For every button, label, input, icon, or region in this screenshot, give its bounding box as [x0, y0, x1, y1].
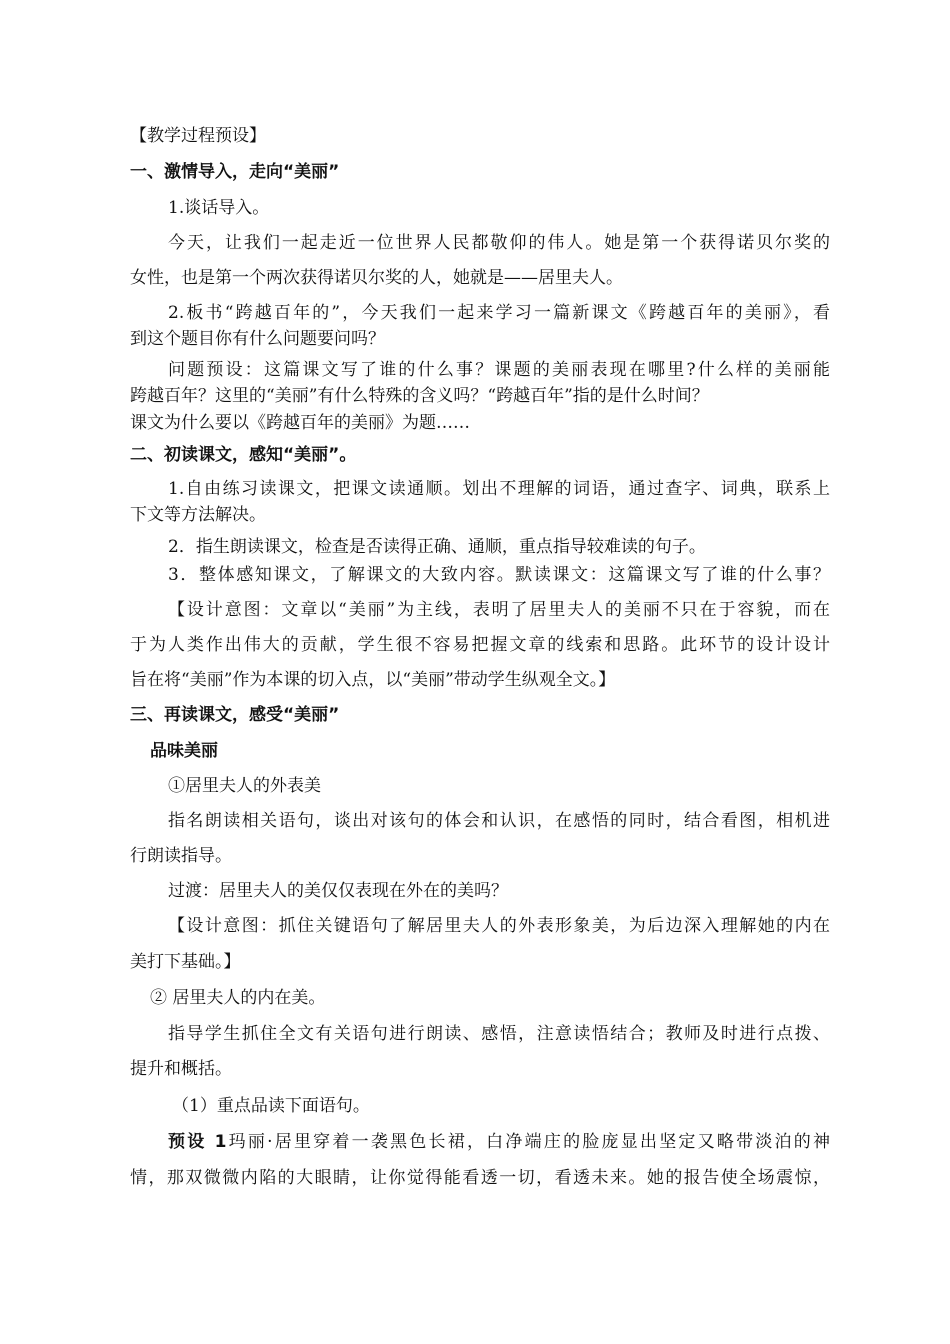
design-intent-line: 于为人类作出伟大的贡献，学生很不容易把握文章的线索和思路。此环节的设计设计: [130, 635, 830, 655]
section-3-subtitle: 品味美丽: [150, 741, 218, 761]
paragraph-line: 过渡：居里夫人的美仅仅表现在外在的美吗？: [168, 881, 508, 901]
paragraph-line: 女性，也是第一个两次获得诺贝尔奖的人，她就是——居里夫人。: [130, 268, 623, 288]
section-1-title: 一、激情导入，走向“美丽”: [130, 162, 340, 182]
preset-label: 预设 1: [168, 1132, 227, 1152]
paragraph-line: ①居里夫人的外表美: [168, 776, 321, 796]
paragraph-line: 到这个题目你有什么问题要问吗？: [130, 329, 385, 349]
paragraph-line: 指名朗读相关语句，谈出对该句的体会和认识，在感悟的同时，结合看图，相机进: [168, 811, 830, 831]
paragraph-line: 提升和概括。: [130, 1059, 232, 1079]
section-3-title: 三、再读课文，感受“美丽”: [130, 705, 340, 725]
paragraph-line: 课文为什么要以《跨越百年的美丽》为题……: [130, 413, 470, 433]
paragraph-line: 问题预设：这篇课文写了谁的什么事？课题的美丽表现在哪里?什么样的美丽能: [168, 360, 830, 380]
paragraph-line: 跨越百年？这里的“美丽”有什么特殊的含义吗？“跨越百年”指的是什么时间？: [130, 386, 709, 406]
design-intent-line: 旨在将“美丽”作为本课的切入点，以“美丽”带动学生纵观全文。】: [130, 670, 616, 690]
paragraph-line: 2.板书“跨越百年的”，今天我们一起来学习一篇新课文《跨越百年的美丽》，看: [168, 303, 830, 323]
paragraph-line: 行朗读指导。: [130, 846, 232, 866]
design-intent-line: 【设计意图：抓住关键语句了解居里夫人的外表形象美，为后边深入理解她的内在: [168, 916, 830, 936]
preset-1-line: 情，那双微微内陷的大眼睛，让你觉得能看透一切，看透未来。她的报告使全场震惊，: [130, 1168, 830, 1188]
preset-1-line: [168, 1130, 830, 1154]
paragraph-line: 1.谈话导入。: [168, 198, 270, 218]
paragraph-line: 今天，让我们一起走近一位世界人民都敬仰的伟人。她是第一个获得诺贝尔奖的: [168, 233, 830, 253]
design-intent-line: 美打下基础。】: [130, 952, 241, 972]
preset-text: 玛丽·居里穿着一袭黑色长裙，白净端庄的脸庞显出坚定又略带淡泊的神: [226, 1132, 830, 1152]
design-intent-line: 【设计意图：文章以“美丽”为主线，表明了居里夫人的美丽不只在于容貌，而在: [168, 600, 830, 620]
paragraph-line: 3．整体感知课文，了解课文的大致内容。默读课文：这篇课文写了谁的什么事？: [168, 565, 830, 585]
paragraph-line: 指导学生抓住全文有关语句进行朗读、感悟，注意读悟结合；教师及时进行点拨、: [168, 1024, 830, 1044]
paragraph-line: ② 居里夫人的内在美。: [150, 988, 326, 1008]
paragraph-line: （1）重点品读下面语句。: [172, 1096, 370, 1116]
paragraph-line: 1.自由练习读课文，把课文读通顺。划出不理解的词语，通过查字、词典，联系上: [168, 479, 830, 499]
paragraph-line: 下文等方法解决。: [130, 505, 266, 525]
lesson-process-heading: 【教学过程预设】: [130, 126, 266, 146]
paragraph-line: 2．指生朗读课文，检查是否读得正确、通顺，重点指导较难读的句子。: [168, 537, 706, 557]
section-2-title: 二、初读课文，感知“美丽”。: [130, 445, 357, 465]
